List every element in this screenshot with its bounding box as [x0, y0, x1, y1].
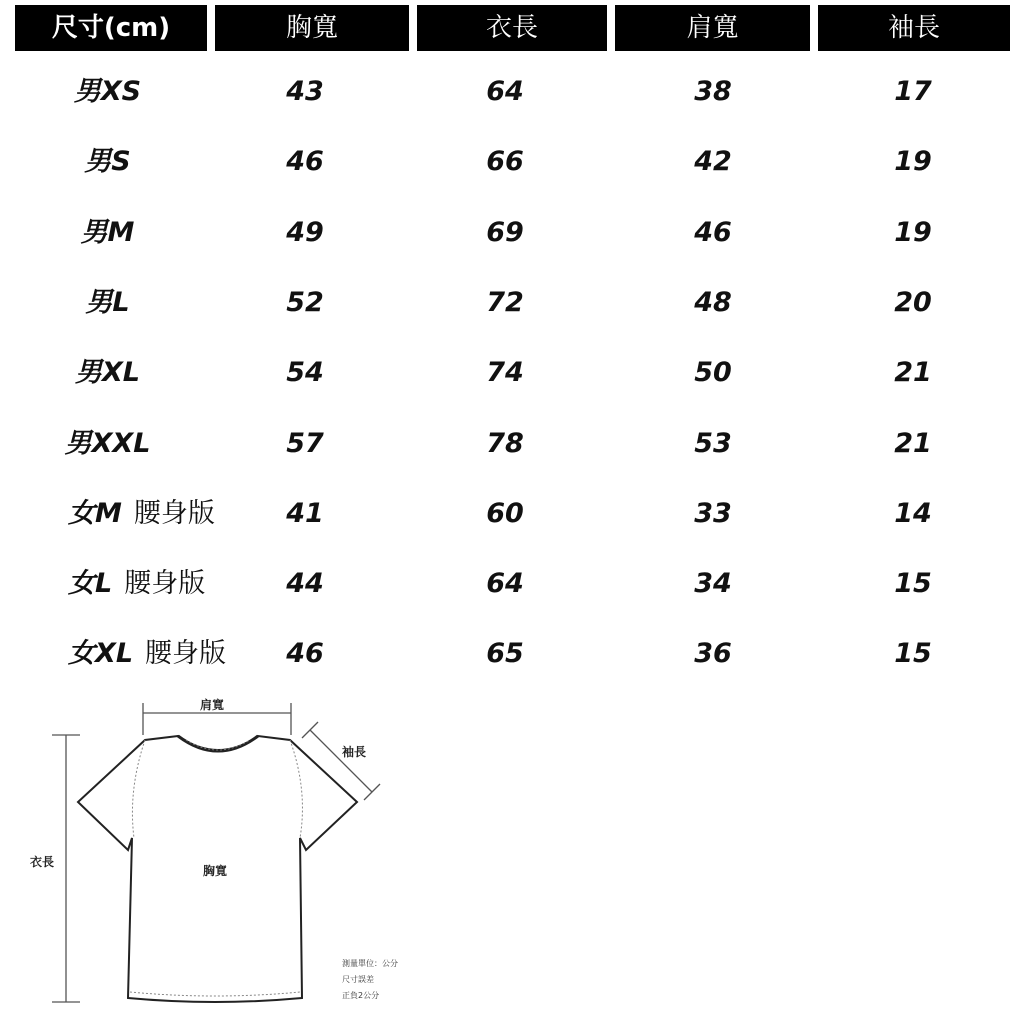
size-label: 女L	[68, 568, 113, 600]
header-shoulder: 肩寬	[615, 5, 810, 51]
sleeve-cell: 21	[894, 357, 932, 389]
size-label: 女M	[68, 497, 122, 529]
header-size: 尺寸(cm)	[15, 5, 207, 51]
length-cell: 74	[486, 357, 524, 389]
length-cell: 64	[486, 76, 524, 107]
size-table-header	[0, 5, 1024, 51]
size-cell	[30, 268, 185, 338]
length-label: 衣長	[30, 855, 55, 869]
sleeve-cell: 15	[894, 568, 932, 600]
table-row	[0, 549, 1024, 619]
measurement-note	[342, 956, 398, 1004]
shoulder-cell: 36	[694, 638, 732, 670]
chest-cell: 44	[286, 568, 324, 600]
size-cell	[30, 338, 185, 408]
table-row	[0, 409, 1024, 479]
note-line-unit: 測量單位：公分	[342, 959, 398, 968]
size-label: 男XS	[73, 76, 142, 107]
chest-cell: 54	[286, 357, 324, 389]
length-cell: 60	[486, 497, 524, 529]
sleeve-cell: 17	[894, 76, 932, 107]
size-label: 男M	[80, 216, 135, 248]
size-label: 女XL	[68, 638, 134, 670]
header-sleeve: 袖長	[818, 5, 1010, 51]
table-row	[0, 198, 1024, 268]
shoulder-cell: 38	[694, 76, 732, 107]
shoulder-label: 肩寬	[200, 698, 225, 712]
shoulder-cell: 53	[694, 427, 732, 459]
chest-cell: 57	[286, 427, 324, 459]
length-cell: 69	[486, 216, 524, 248]
sleeve-cell: 20	[894, 286, 932, 318]
table-row	[0, 127, 1024, 197]
length-cell: 78	[486, 427, 524, 459]
size-label: 男XL	[74, 357, 141, 389]
chest-cell: 49	[286, 216, 324, 248]
length-cell: 64	[486, 568, 524, 600]
table-row	[0, 57, 1024, 127]
size-label: 男L	[85, 286, 130, 318]
sleeve-cell: 21	[894, 427, 932, 459]
length-cell: 65	[486, 638, 524, 670]
fit-label: 腰身版	[133, 497, 215, 529]
length-cell: 66	[486, 146, 524, 178]
chest-label: 胸寬	[203, 864, 228, 878]
size-cell	[30, 409, 185, 479]
table-row	[0, 268, 1024, 338]
fit-label: 腰身版	[145, 638, 227, 670]
sleeve-cell: 15	[894, 638, 932, 670]
length-cell: 72	[486, 286, 524, 318]
fit-label: 腰身版	[124, 568, 206, 600]
tshirt-measurement-diagram	[0, 680, 520, 1020]
sleeve-label: 袖長	[342, 745, 367, 759]
shoulder-cell: 48	[694, 286, 732, 318]
tshirt-diagram-svg	[0, 680, 520, 1020]
size-cell	[30, 127, 185, 197]
shoulder-cell: 50	[694, 357, 732, 389]
header-length: 衣長	[417, 5, 607, 51]
size-label: 男XXL	[64, 427, 151, 459]
sleeve-cell: 19	[894, 216, 932, 248]
size-cell	[30, 57, 185, 127]
chest-cell: 46	[286, 146, 324, 178]
chest-cell: 41	[286, 497, 324, 529]
note-line-error: 尺寸誤差	[342, 975, 374, 984]
size-cell	[30, 198, 185, 268]
size-cell	[68, 619, 243, 689]
size-cell	[68, 479, 243, 549]
table-row	[0, 479, 1024, 549]
size-cell	[68, 549, 243, 619]
sleeve-cell: 14	[894, 497, 932, 529]
header-chest: 胸寬	[215, 5, 409, 51]
table-row	[0, 619, 1024, 689]
chest-cell: 46	[286, 638, 324, 670]
shoulder-cell: 42	[694, 146, 732, 178]
shoulder-cell: 33	[694, 497, 732, 529]
sleeve-cell: 19	[894, 146, 932, 178]
shoulder-cell: 46	[694, 216, 732, 248]
note-line-tolerance: 正負2公分	[342, 991, 380, 1000]
size-label: 男S	[84, 146, 131, 178]
table-row	[0, 338, 1024, 408]
length-measure-line	[52, 735, 80, 1002]
chest-cell: 52	[286, 286, 324, 318]
chest-cell: 43	[286, 76, 324, 107]
shoulder-cell: 34	[694, 568, 732, 600]
